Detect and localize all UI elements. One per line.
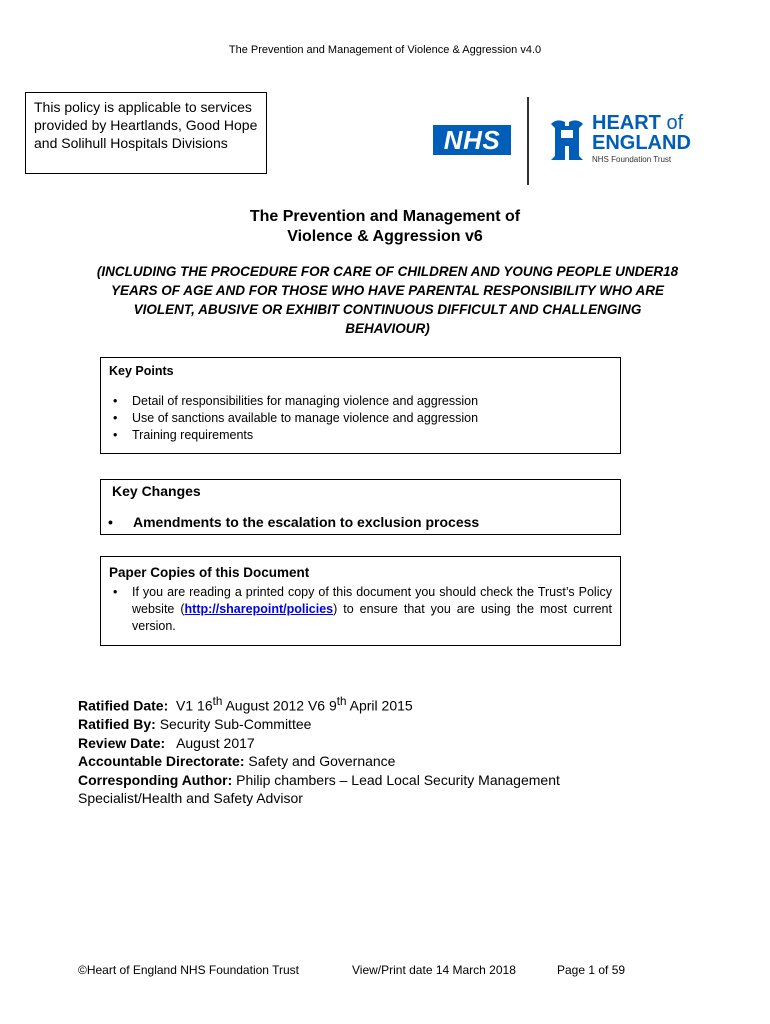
directorate-row [78, 752, 638, 771]
running-header: The Prevention and Management of Violence & Aggression v4.0 [228, 44, 542, 56]
ratified-by-label: Ratified By: [78, 716, 156, 733]
ratified-date-row: Ratified Date: V1 16th August 2012 V6 9th April 2015 [78, 695, 413, 714]
footer-page-number: Page 1 of 59 [557, 963, 626, 977]
author-row [78, 771, 638, 808]
directorate-value: Safety and Governance [248, 753, 396, 770]
trust-logo-england: ENGLAND [592, 132, 691, 154]
logo-divider [527, 97, 529, 185]
policy-website-link[interactable]: http://sharepoint/policies [184, 602, 334, 616]
footer-copyright: ©Heart of England NHS Foundation Trust [78, 963, 299, 977]
trust-emblem-icon [547, 116, 587, 162]
key-point-item: • Detail of responsibilities for managing violence and aggression [109, 393, 612, 410]
paper-copies-item: • If you are reading a printed copy of this document you should check the Trust’s Policy website (http://sharepoint/policies) to ensure that you are using the most current version. [109, 584, 612, 635]
trust-logo [545, 112, 705, 172]
directorate-label: Accountable Directorate: [78, 753, 245, 770]
trust-logo-heart: HEART of [592, 112, 684, 134]
document-details [78, 693, 638, 808]
document-title [0, 207, 770, 247]
key-point-item: • Use of sanctions available to manage violence and aggression [109, 410, 612, 427]
paper-copies-list [109, 584, 612, 635]
ratified-date-label: Ratified Date: [78, 697, 169, 714]
key-changes-box [100, 479, 621, 535]
author-value: Philip chambers – Lead Local Security Management Specialist/Health and Safety Advisor [78, 771, 560, 807]
review-date-value: August 2017 [176, 734, 255, 751]
key-points-list [109, 393, 612, 444]
footer-print-date: View/Print date 14 March 2018 [352, 963, 516, 977]
review-date-label: Review Date: [78, 734, 166, 751]
author-label: Corresponding Author: [78, 771, 233, 788]
review-date-row [78, 734, 638, 753]
ratified-by-value: Security Sub-Committee [159, 716, 312, 733]
key-points-box [100, 357, 621, 454]
nhs-logo: NHS [433, 125, 511, 155]
paper-copies-heading: Paper Copies of this Document [109, 565, 310, 580]
key-change-item: • Amendments to the escalation to exclusion process [104, 514, 609, 531]
key-point-item: • Training requirements [109, 427, 612, 444]
ratified-by-row [78, 715, 638, 734]
key-changes-list [104, 514, 609, 531]
key-points-heading: Key Points [109, 364, 174, 378]
applicability-box: This policy is applicable to services provided by Heartlands, Good Hope and Solihull Hospitals Divisions [25, 92, 267, 174]
document-title-line2: Violence & Aggression v6 [287, 228, 483, 245]
document-subtitle: (INCLUDING THE PROCEDURE FOR CARE OF CHILDREN AND YOUNG PEOPLE UNDER18 YEARS OF AGE AND FOR THOSE WHO HAVE PARENTAL RESPONSIBILITY WHO ARE VIOLENT, ABUSIVE OR EXHIBIT CONTINUOUS DIFFICULT AND CHALLENGING BEHAVIOUR) [96, 264, 679, 336]
trust-logo-subtitle: NHS Foundation Trust [592, 155, 672, 164]
key-changes-heading: Key Changes [112, 483, 201, 499]
document-title-line1: The Prevention and Management of [249, 208, 521, 225]
paper-copies-box [100, 556, 621, 646]
